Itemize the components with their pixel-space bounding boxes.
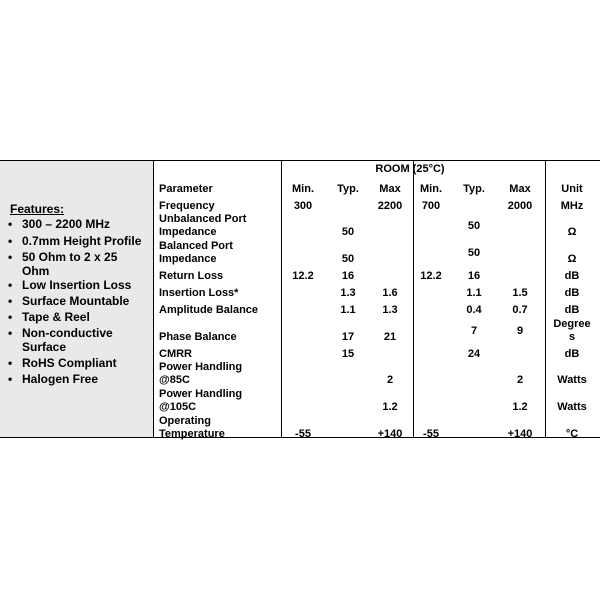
value-cell: 2200 (377, 200, 403, 212)
unit-cell: Watts (557, 401, 587, 413)
value-cell: 50 (341, 253, 355, 265)
value-cell: 1.2 (382, 401, 398, 413)
column-header: Unit (561, 183, 583, 195)
feature-text: Low Insertion Loss (22, 278, 132, 292)
value-cell: 300 (293, 200, 313, 212)
parameter-label: Power Handling (159, 388, 243, 400)
bullet-icon: • (8, 234, 13, 248)
parameter-label: Insertion Loss* (159, 287, 239, 299)
bullet-icon: • (8, 372, 13, 386)
features-title: Features: (10, 202, 65, 216)
value-cell: 16 (341, 270, 355, 282)
unit-cell: Watts (557, 374, 587, 386)
column-header: Typ. (337, 183, 359, 195)
value-cell: 17 (341, 331, 355, 343)
feature-text: Non-conductive (22, 326, 113, 340)
value-cell: 50 (341, 226, 355, 238)
bullet-icon: • (8, 278, 13, 292)
parameter-label: Unbalanced Port (159, 213, 247, 225)
value-cell: 1.3 (382, 304, 398, 316)
bullet-icon: • (8, 294, 13, 308)
room-condition-label: ROOM (25°C) (375, 163, 445, 175)
feature-text: 50 Ohm to 2 x 25 (22, 250, 118, 264)
bullet-icon: • (8, 326, 13, 340)
value-cell: 50 (467, 220, 481, 232)
features-panel (0, 161, 153, 437)
bullet-icon: • (8, 217, 13, 231)
unit-cell: s (568, 331, 576, 343)
parameter-label: CMRR (159, 348, 192, 360)
unit-cell: °C (565, 428, 579, 440)
column-header-parameter: Parameter (159, 183, 213, 195)
value-cell: 1.5 (512, 287, 528, 299)
parameter-label: @105C (159, 401, 197, 413)
value-cell: 7 (470, 325, 478, 337)
unit-cell: Degree (553, 318, 591, 330)
unit-cell: dB (564, 304, 580, 316)
feature-text: Surface Mountable (22, 294, 130, 308)
unit-cell: MHz (560, 200, 584, 212)
bullet-icon: • (8, 310, 13, 324)
parameter-label: Phase Balance (159, 331, 237, 343)
value-cell: 21 (383, 331, 397, 343)
value-cell: 1.6 (382, 287, 398, 299)
parameter-label: Impedance (159, 253, 217, 265)
unit-cell: Ω (567, 226, 577, 238)
value-cell: 1.2 (512, 401, 528, 413)
value-cell: 50 (467, 247, 481, 259)
divider-features (153, 160, 154, 438)
feature-text: Tape & Reel (22, 310, 90, 324)
value-cell: 12.2 (292, 270, 314, 282)
parameter-label: Return Loss (159, 270, 224, 282)
bullet-icon: • (8, 356, 13, 370)
column-header: Max (379, 183, 401, 195)
unit-cell: dB (564, 348, 580, 360)
parameter-label: Balanced Port (159, 240, 233, 252)
feature-text: Ohm (22, 264, 50, 278)
value-cell: 0.7 (512, 304, 528, 316)
value-cell: 1.3 (340, 287, 356, 299)
feature-text: RoHS Compliant (22, 356, 117, 370)
value-cell: 15 (341, 348, 355, 360)
parameter-label: @85C (159, 374, 190, 386)
value-cell: +140 (377, 428, 403, 440)
value-cell: -55 (423, 428, 439, 440)
parameter-label: Operating (159, 415, 211, 427)
parameter-label: Temperature (159, 428, 225, 440)
unit-cell: dB (564, 287, 580, 299)
value-cell: 2 (386, 374, 394, 386)
top-rule (0, 160, 600, 161)
parameter-label: Frequency (159, 200, 215, 212)
bullet-icon: • (8, 250, 13, 264)
unit-cell: Ω (567, 253, 577, 265)
parameter-label: Impedance (159, 226, 217, 238)
column-header: Min. (420, 183, 442, 195)
value-cell: 24 (467, 348, 481, 360)
feature-text: 0.7mm Height Profile (22, 234, 142, 248)
column-header: Typ. (463, 183, 485, 195)
feature-text: Halogen Free (22, 372, 99, 386)
parameter-label: Power Handling (159, 361, 243, 373)
value-cell: 12.2 (420, 270, 442, 282)
value-cell: 2000 (507, 200, 533, 212)
value-cell: 0.4 (466, 304, 482, 316)
value-cell: 700 (421, 200, 441, 212)
feature-text: 300 – 2200 MHz (22, 217, 111, 231)
unit-cell: dB (564, 270, 580, 282)
value-cell: 1.1 (466, 287, 482, 299)
value-cell: 9 (516, 325, 524, 337)
value-cell: 16 (467, 270, 481, 282)
column-header: Max (509, 183, 531, 195)
feature-text: Surface (22, 340, 67, 354)
value-cell: 2 (516, 374, 524, 386)
column-header: Min. (292, 183, 314, 195)
parameter-label: Amplitude Balance (159, 304, 259, 316)
value-cell: 1.1 (340, 304, 356, 316)
value-cell: +140 (507, 428, 533, 440)
value-cell: -55 (295, 428, 311, 440)
